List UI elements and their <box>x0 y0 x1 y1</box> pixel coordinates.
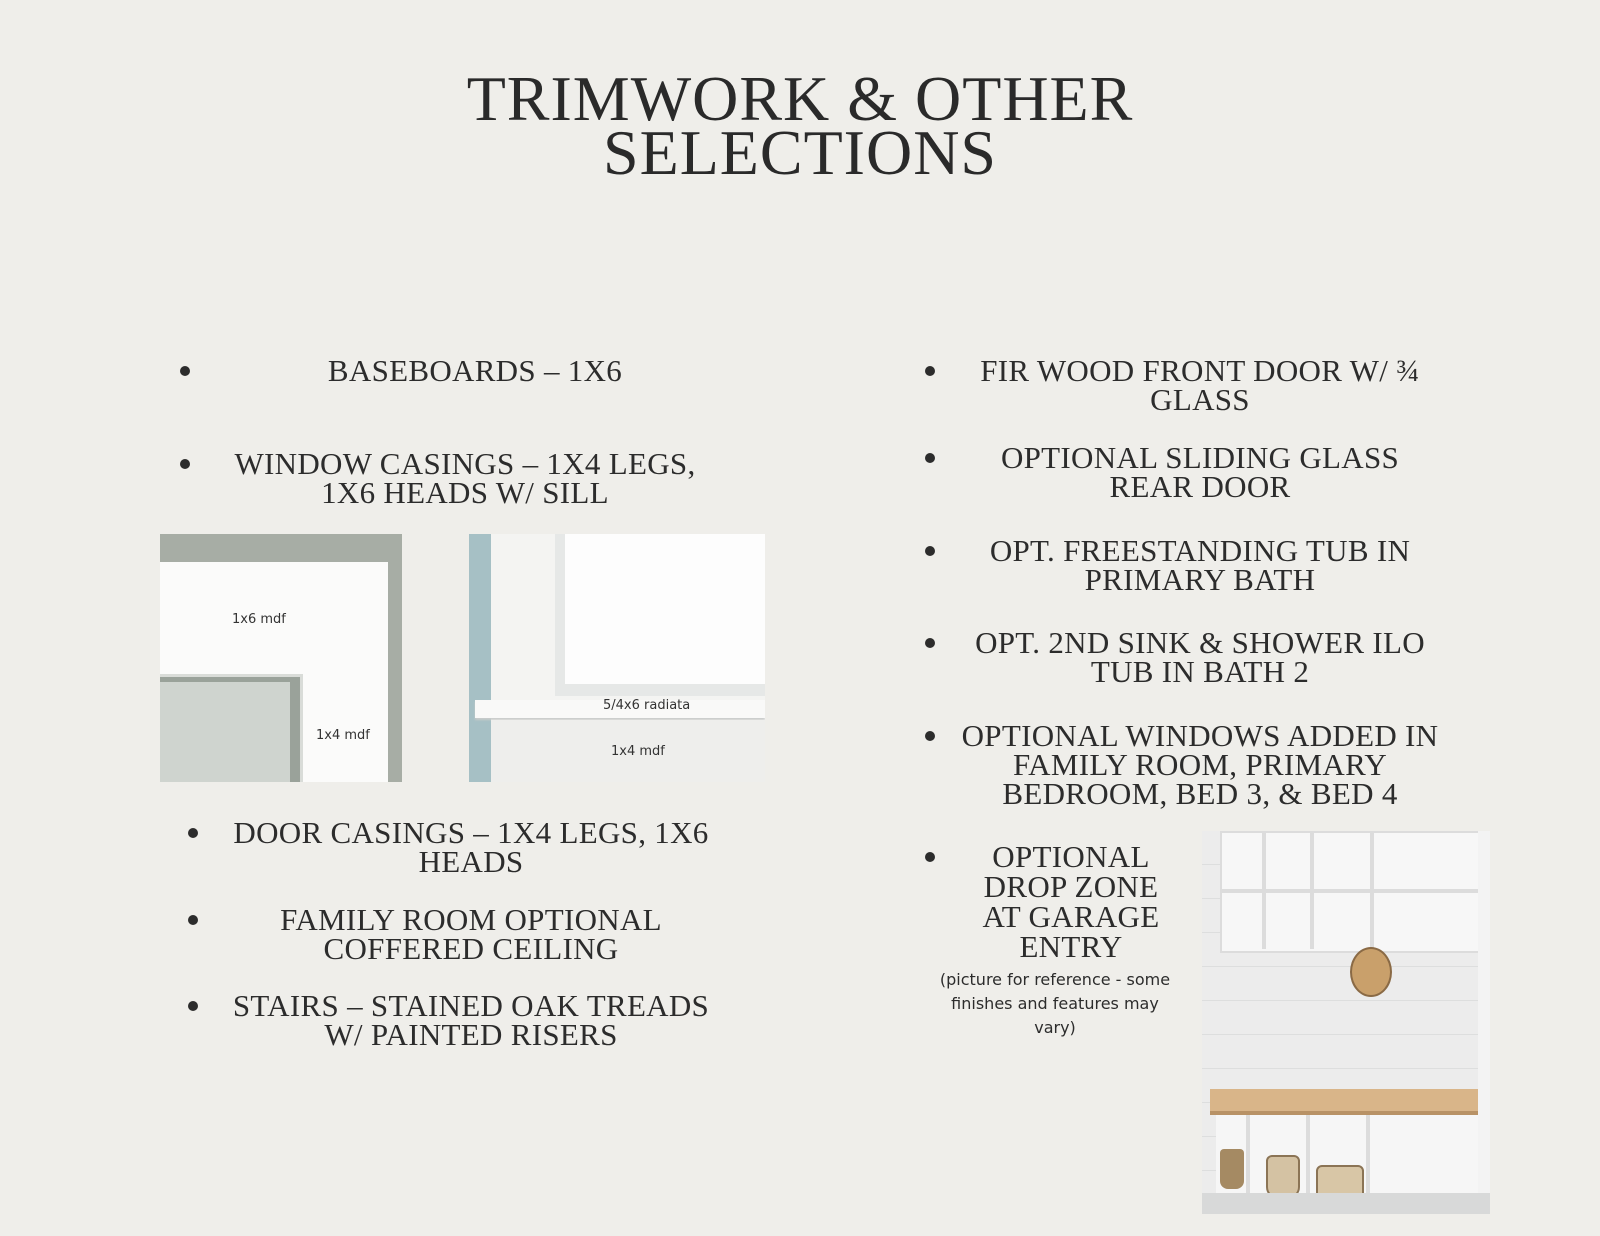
selection-text: HEADS <box>418 844 524 879</box>
selection-item-drop-zone <box>925 839 1195 964</box>
selection-text: OPTIONAL <box>992 839 1150 874</box>
selection-text: REAR DOOR <box>1109 469 1291 504</box>
bullet-icon <box>188 915 198 925</box>
page-title-line-2: SELECTIONS <box>603 117 997 188</box>
photo-label-sill: 5/4x6 radiata <box>603 698 691 713</box>
selection-text: FIR WOOD FRONT DOOR W/ ¾ <box>980 353 1420 388</box>
selection-item-window-casings <box>180 446 720 510</box>
bullet-icon <box>925 731 935 741</box>
selection-text: OPT. 2ND SINK & SHOWER ILO <box>975 625 1425 660</box>
photo-label-leg: 1x4 mdf <box>316 728 370 743</box>
bullet-icon <box>925 546 935 556</box>
bullet-icon <box>180 459 190 469</box>
selection-text: DOOR CASINGS – 1X4 LEGS, 1X6 <box>233 815 709 850</box>
selection-item-sliding-door <box>925 440 1445 504</box>
selection-text: BASEBOARDS – 1X6 <box>327 353 623 388</box>
selection-item-baseboards <box>180 353 720 388</box>
selection-item-front-door <box>925 353 1445 417</box>
selection-text: DROP ZONE <box>983 869 1159 904</box>
bullet-icon <box>925 453 935 463</box>
page-title <box>0 63 1600 188</box>
selection-text: ENTRY <box>1019 929 1123 964</box>
selection-text: COFFERED CEILING <box>323 931 619 966</box>
photo-label-apron: 1x4 mdf <box>611 744 665 759</box>
selection-text: FAMILY ROOM OPTIONAL <box>280 902 662 937</box>
bullet-icon <box>925 366 935 376</box>
bullet-icon <box>188 828 198 838</box>
reference-note-line: (picture for reference - some <box>939 970 1171 989</box>
bullet-icon <box>188 1001 198 1011</box>
selection-text: 1X6 HEADS W/ SILL <box>321 475 609 510</box>
basket-icon <box>1220 1149 1244 1189</box>
selection-text: OPTIONAL WINDOWS ADDED IN <box>961 718 1439 753</box>
selection-item-coffered-ceiling <box>188 902 728 966</box>
page-title-line-1: TRIMWORK & OTHER <box>466 63 1134 134</box>
bullet-icon <box>180 366 190 376</box>
photo-label-head: 1x6 mdf <box>232 612 286 627</box>
selection-text: GLASS <box>1150 382 1250 417</box>
casing-corner-photo <box>160 534 402 782</box>
selection-text: AT GARAGE <box>982 899 1160 934</box>
selection-text: BEDROOM, BED 3, & BED 4 <box>1002 776 1398 811</box>
selection-text: PRIMARY BATH <box>1084 562 1316 597</box>
bullet-icon <box>925 852 935 862</box>
reference-note-line: finishes and features may <box>951 994 1159 1013</box>
selection-text: STAIRS – STAINED OAK TREADS <box>232 988 710 1023</box>
selection-item-freestanding-tub <box>925 533 1445 597</box>
reference-note-line: vary) <box>1034 1018 1076 1037</box>
selection-item-stairs <box>188 988 728 1052</box>
selection-text: OPT. FREESTANDING TUB IN <box>989 533 1411 568</box>
selection-text: W/ PAINTED RISERS <box>324 1017 618 1052</box>
selection-text: TUB IN BATH 2 <box>1090 654 1310 689</box>
reference-note <box>920 968 1190 1040</box>
hat-icon <box>1350 947 1392 997</box>
bullet-icon <box>925 638 935 648</box>
selection-text: FAMILY ROOM, PRIMARY <box>1012 747 1388 782</box>
selection-item-door-casings <box>188 815 728 879</box>
selection-text: WINDOW CASINGS – 1X4 LEGS, <box>234 446 696 481</box>
window-sill-photo <box>469 534 765 782</box>
selection-item-optional-windows <box>925 718 1445 811</box>
selection-item-second-sink <box>925 625 1445 689</box>
drop-zone-photo <box>1202 831 1490 1214</box>
selection-text: OPTIONAL SLIDING GLASS <box>1000 440 1400 475</box>
